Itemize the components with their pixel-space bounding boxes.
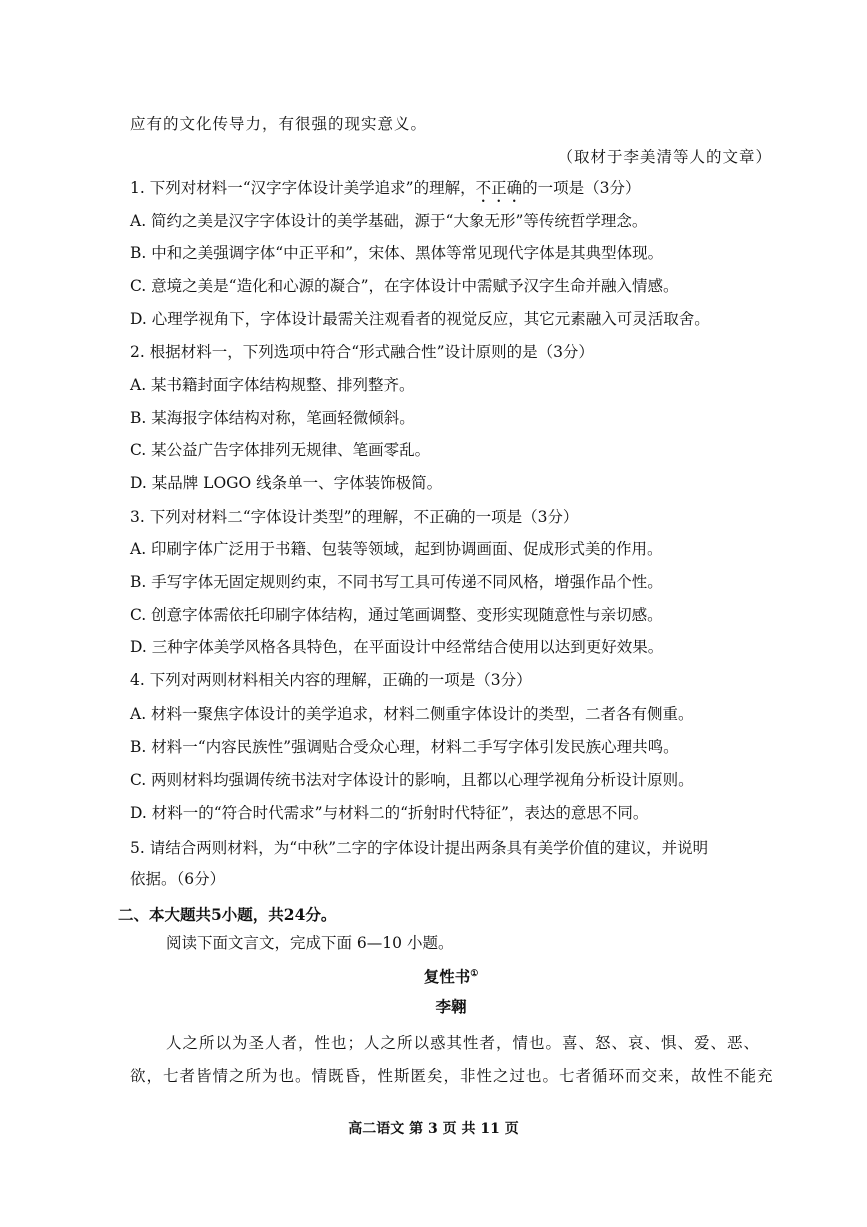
question-3-option-a: A. 印刷字体广泛用于书籍、包装等领域，起到协调画面、促成形式美的作用。 <box>130 540 663 558</box>
section-2-heading: 二、本大题共5小题，共24分。 <box>118 905 337 924</box>
footnote-marker: ① <box>470 969 479 979</box>
question-5-line-1: 5. 请结合两则材料，为“中秋”二字的字体设计提出两条具有美学价值的建议，并说明 <box>130 839 709 857</box>
intro-line: 应有的文化传导力，有很强的现实意义。 <box>130 115 428 133</box>
question-1-option-a: A. 简约之美是汉字字体设计的美学基础，源于“大象无形”等传统哲学理念。 <box>130 212 648 230</box>
question-2-option-a: A. 某书籍封面字体结构规整、排列整齐。 <box>130 376 415 394</box>
question-3-option-c: C. 创意字体需依托印刷字体结构，通过笔画调整、变形实现随意性与亲切感。 <box>130 606 663 624</box>
question-1-option-d: D. 心理学视角下，字体设计最需关注观看者的视觉反应，其它元素融入可灵活取舍。 <box>130 310 710 328</box>
question-2-stem: 2. 根据材料一，下列选项中符合“形式融合性”设计原则的是（3分） <box>130 343 594 361</box>
question-2-option-b: B. 某海报字体结构对称，笔画轻微倾斜。 <box>130 409 415 427</box>
question-1-option-c: C. 意境之美是“造化和心源的凝合”，在字体设计中需赋予汉字生命并融入情感。 <box>130 277 679 295</box>
passage-line-1: 人之所以为圣人者，性也；人之所以惑其性者，情也。喜、怒、哀、惧、爱、恶、 <box>166 1034 761 1052</box>
page-footer: 高二语文 第 3 页 共 11 页 <box>348 1121 519 1137</box>
question-2-option-c: C. 某公益广告字体排列无规律、笔画零乱。 <box>130 441 431 459</box>
question-3-option-d: D. 三种字体美学风格各具特色，在平面设计中经常结合使用以达到更好效果。 <box>130 638 664 656</box>
question-4-option-b: B. 材料一“内容民族性”强调贴合受众心理，材料二手写字体引发民族心理共鸣。 <box>130 738 679 756</box>
question-1-emphasis: 不正确 <box>475 179 523 197</box>
section-2-instruction: 阅读下面文言文，完成下面 6—10 小题。 <box>166 934 454 952</box>
question-4-stem: 4. 下列对两则材料相关内容的理解，正确的一项是（3分） <box>130 671 532 689</box>
question-3-stem: 3. 下列对材料二“字体设计类型”的理解，不正确的一项是（3分） <box>130 508 579 526</box>
question-1-option-b: B. 中和之美强调字体“中正平和”，宋体、黑体等常见现代字体是其典型体现。 <box>130 244 664 262</box>
question-4-option-a: A. 材料一聚焦字体设计的美学追求，材料二侧重字体设计的类型，二者各有侧重。 <box>130 705 694 723</box>
source-citation: （取材于李美清等人的文章） <box>557 148 772 166</box>
passage-author: 李翱 <box>435 997 467 1016</box>
passage-title <box>130 962 772 986</box>
question-1-stem-part-b: 的一项是（3分） <box>522 179 641 197</box>
question-4-option-c: C. 两则材料均强调传统书法对字体设计的影响，且都以心理学视角分析设计原则。 <box>130 771 694 789</box>
passage-line-2: 欲，七者皆情之所为也。情既昏，性斯匿矣，非性之过也。七者循环而交来，故性不能充 <box>130 1067 774 1085</box>
question-1-stem-part-a: 1. 下列对材料一“汉字字体设计美学追求”的理解， <box>130 179 476 197</box>
question-4-option-d: D. 材料一的“符合时代需求”与材料二的“折射时代特征”，表达的意思不同。 <box>130 804 649 822</box>
question-2-option-d: D. 某品牌 LOGO 线条单一、字体装饰极简。 <box>130 474 443 492</box>
question-1-stem <box>130 176 772 200</box>
question-5-line-2: 依据。（6分） <box>130 870 226 888</box>
passage-title-text: 复性书 <box>423 967 471 987</box>
question-3-option-b: B. 手写字体无固定规则约束，不同书写工具可传递不同风格，增强作品个性。 <box>130 573 663 591</box>
